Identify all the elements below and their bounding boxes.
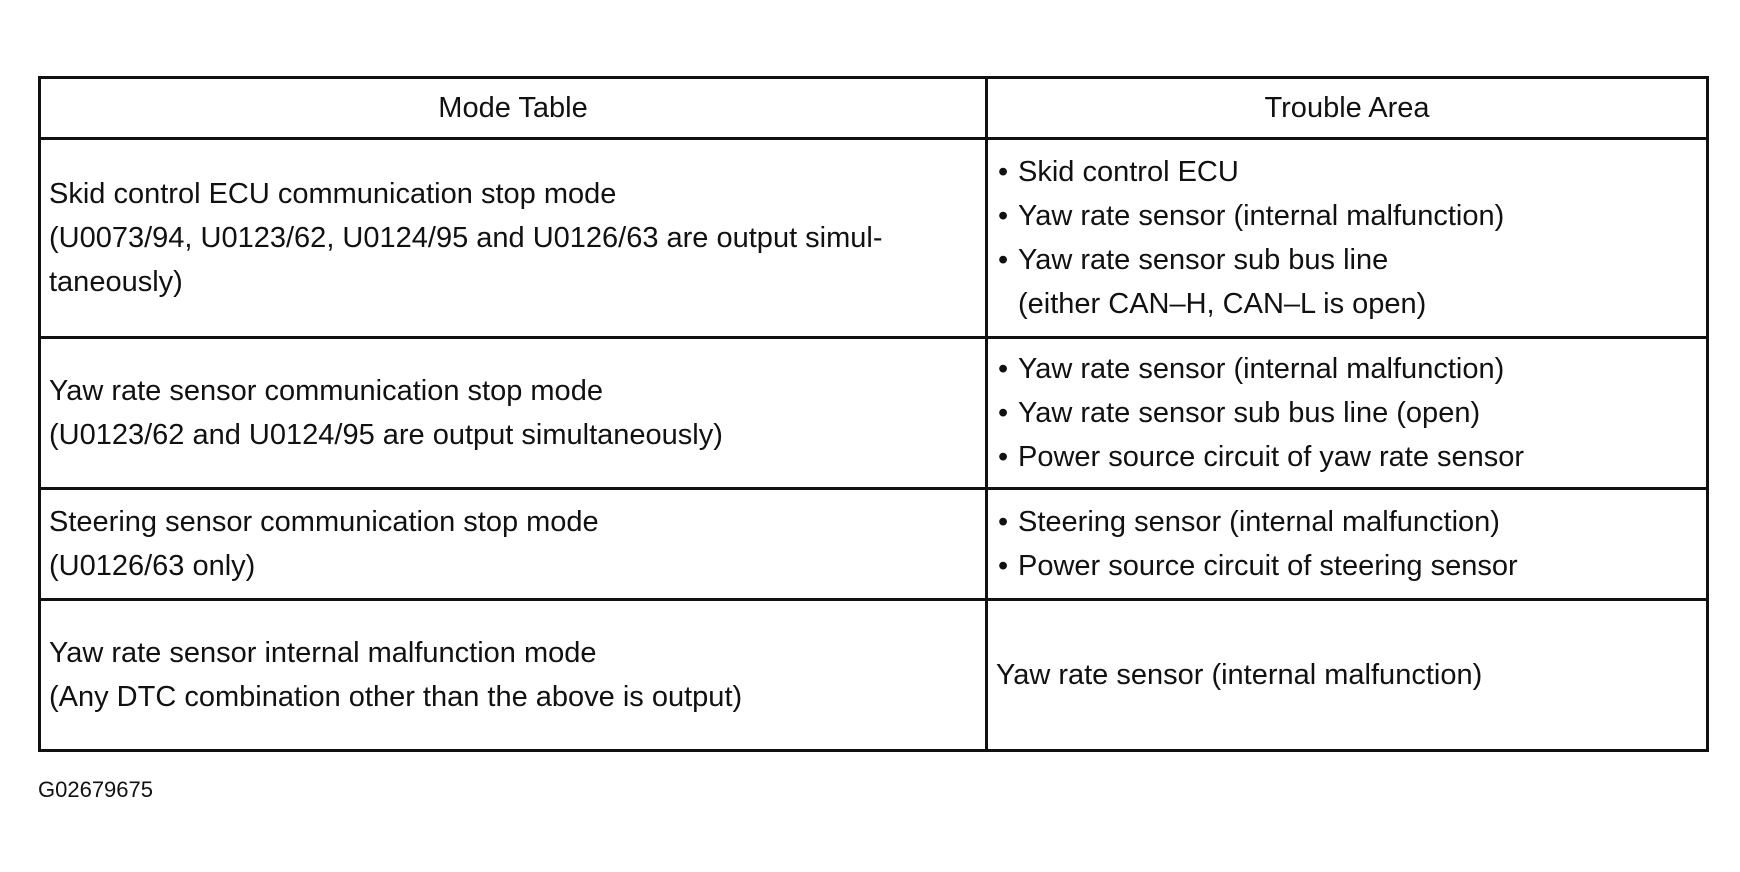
table-row (40, 600, 1708, 751)
trouble-item-continuation: (either CAN–H, CAN–L is open) (1018, 288, 1427, 320)
trouble-cell (987, 139, 1708, 338)
mode-cell (40, 338, 987, 489)
table-row (40, 139, 1708, 338)
trouble-item: • Yaw rate sensor (internal malfunction) (996, 194, 1706, 238)
table-row (40, 338, 1708, 489)
mode-line: Skid control ECU communication stop mode (49, 178, 617, 210)
trouble-item: • Yaw rate sensor sub bus line (open) (996, 391, 1706, 435)
mode-line: Steering sensor communication stop mode (49, 506, 599, 538)
trouble-text: Yaw rate sensor (internal malfunction) (996, 659, 1483, 691)
mode-line: (U0123/62 and U0124/95 are output simultaneously) (49, 419, 723, 451)
header-mode-table: Mode Table (40, 78, 987, 139)
mode-cell (40, 489, 987, 600)
trouble-list (996, 150, 1706, 326)
bullet-icon: • (998, 506, 1009, 538)
trouble-cell (987, 600, 1708, 751)
mode-line: (U0126/63 only) (49, 550, 256, 582)
mode-line: taneously) (49, 266, 183, 298)
trouble-cell (987, 338, 1708, 489)
mode-cell (40, 139, 987, 338)
mode-trouble-table (38, 76, 1709, 752)
mode-line: (Any DTC combination other than the above is output) (49, 681, 743, 713)
trouble-list (996, 347, 1706, 479)
bullet-icon: • (998, 244, 1009, 276)
trouble-item: • Yaw rate sensor sub bus line (996, 238, 1706, 282)
bullet-icon: • (998, 353, 1009, 385)
bullet-icon: • (998, 200, 1009, 232)
trouble-item: • Skid control ECU (996, 150, 1706, 194)
trouble-item: • Power source circuit of steering sensor (996, 544, 1706, 588)
mode-line: (U0073/94, U0123/62, U0124/95 and U0126/63 are output simul- (49, 222, 883, 254)
header-trouble-area: Trouble Area (987, 78, 1708, 139)
bullet-icon: • (998, 441, 1009, 473)
table-row (40, 489, 1708, 600)
bullet-icon: • (998, 156, 1009, 188)
bullet-icon: • (998, 397, 1009, 429)
mode-cell (40, 600, 987, 751)
trouble-item: • Yaw rate sensor (internal malfunction) (996, 347, 1706, 391)
mode-line: Yaw rate sensor communication stop mode (49, 375, 603, 407)
header-row (40, 78, 1708, 139)
trouble-item: • Steering sensor (internal malfunction) (996, 500, 1706, 544)
mode-line: Yaw rate sensor internal malfunction mode (49, 637, 597, 669)
trouble-list (996, 500, 1706, 588)
figure-id: G02679675 (38, 777, 153, 802)
trouble-item: • Power source circuit of yaw rate sensor (996, 435, 1706, 479)
trouble-cell (987, 489, 1708, 600)
bullet-icon: • (998, 550, 1009, 582)
